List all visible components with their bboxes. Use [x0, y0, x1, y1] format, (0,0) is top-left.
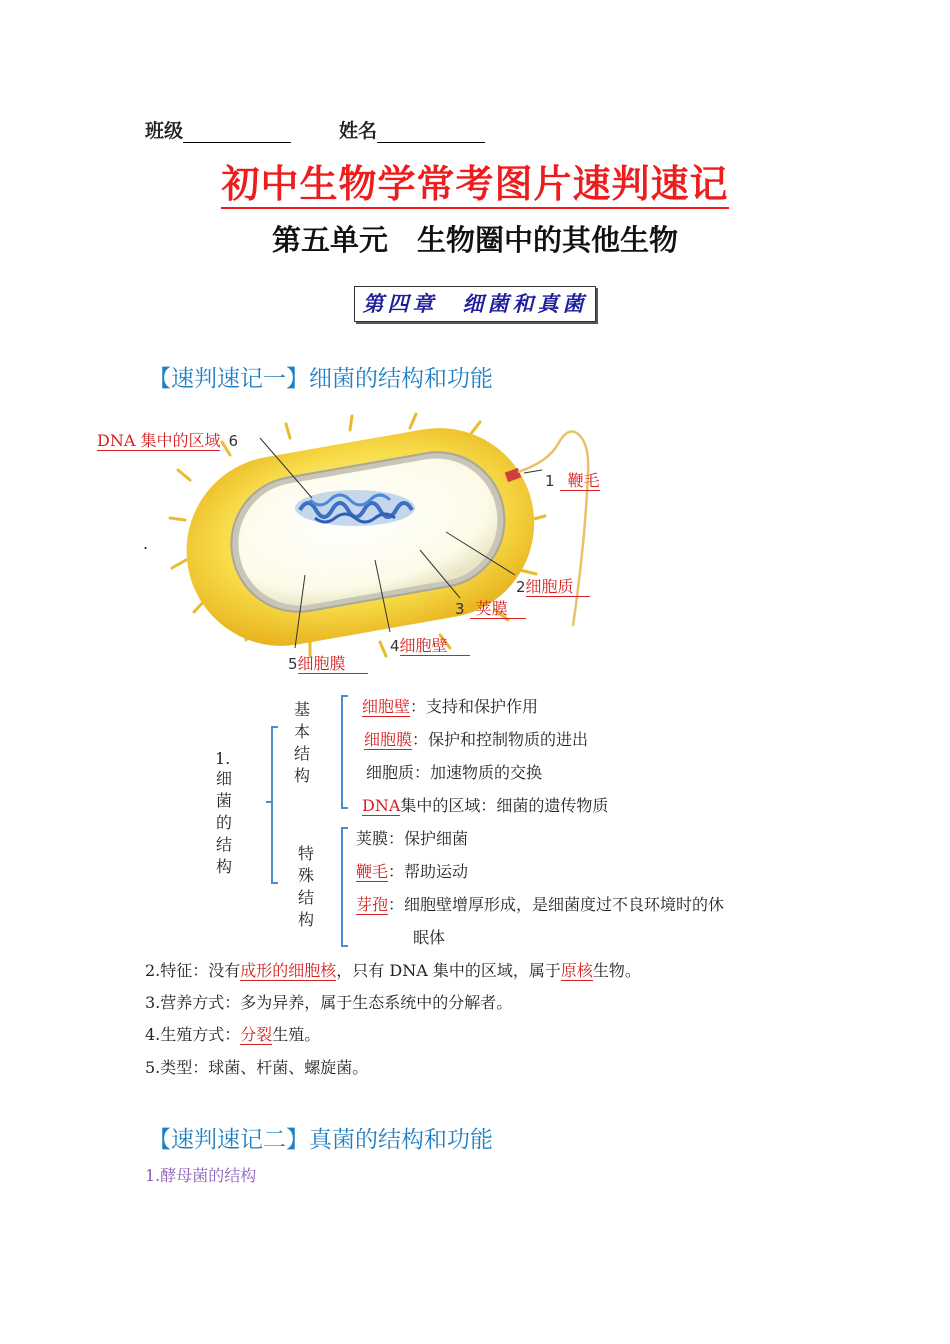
name-blank: [377, 123, 485, 143]
special-item-spore-cont: 眠体: [413, 928, 446, 947]
structure-number: 1.: [215, 749, 231, 768]
main-title: 初中生物学常考图片速判速记: [0, 153, 950, 208]
basic-item-dna: DNA集中的区域：细菌的遗传物质: [362, 796, 609, 815]
special-item-capsule: 荚膜：保护细菌: [356, 829, 469, 848]
bacterium-dna: [295, 490, 415, 526]
chapter-title: 第四章 细菌和真菌: [354, 286, 596, 322]
label-flagellum: 1 鞭毛: [545, 471, 600, 490]
special-item-spore: 芽孢：细胞壁增厚形成，是细菌度过不良环境时的休: [356, 895, 725, 914]
special-structure-label: 特 殊 结 构: [297, 844, 314, 929]
class-label: 班级: [145, 120, 184, 142]
point-5-types: 5.类型：球菌、杆菌、螺旋菌。: [145, 1058, 369, 1077]
special-item-flagellum: 鞭毛：帮助运动: [356, 862, 469, 881]
stray-dot: .: [143, 534, 149, 553]
label-capsule: 3 荚膜: [455, 596, 526, 619]
unit-title: 第五单元 生物圈中的其他生物: [271, 223, 678, 257]
point-3-nutrition: 3.营养方式：多为异养，属于生态系统中的分解者。: [145, 993, 513, 1012]
basic-structure-label: 基 本 结 构: [293, 700, 310, 785]
label-cell-wall: 4细胞壁: [390, 633, 470, 656]
point-2-feature: 2.特征：没有成形的细胞核，只有 DNA 集中的区域，属于原核生物。: [145, 961, 641, 980]
section2-heading: 【速判速记二】真菌的结构和功能: [148, 1127, 493, 1153]
label-cytoplasm: 2细胞质: [516, 574, 590, 597]
header-line: [145, 116, 485, 143]
class-blank: [183, 123, 291, 143]
basic-item-cell-wall: 细胞壁：支持和保护作用: [362, 697, 539, 716]
section1-heading: 【速判速记一】细菌的结构和功能: [148, 366, 493, 392]
label-dna-region: DNA 集中的区域 6: [97, 431, 239, 450]
section2-sub1: 1.酵母菌的结构: [145, 1166, 257, 1185]
point-4-reproduction: 4.生殖方式：分裂生殖。: [145, 1025, 321, 1044]
basic-item-cytoplasm: 细胞质：加速物质的交换: [366, 763, 543, 782]
basic-item-membrane: 细胞膜：保护和控制物质的进出: [364, 730, 589, 749]
name-label: 姓名: [339, 120, 378, 142]
structure-title: 细 菌 的 结 构: [215, 769, 232, 876]
label-membrane: 5细胞膜: [288, 651, 368, 674]
